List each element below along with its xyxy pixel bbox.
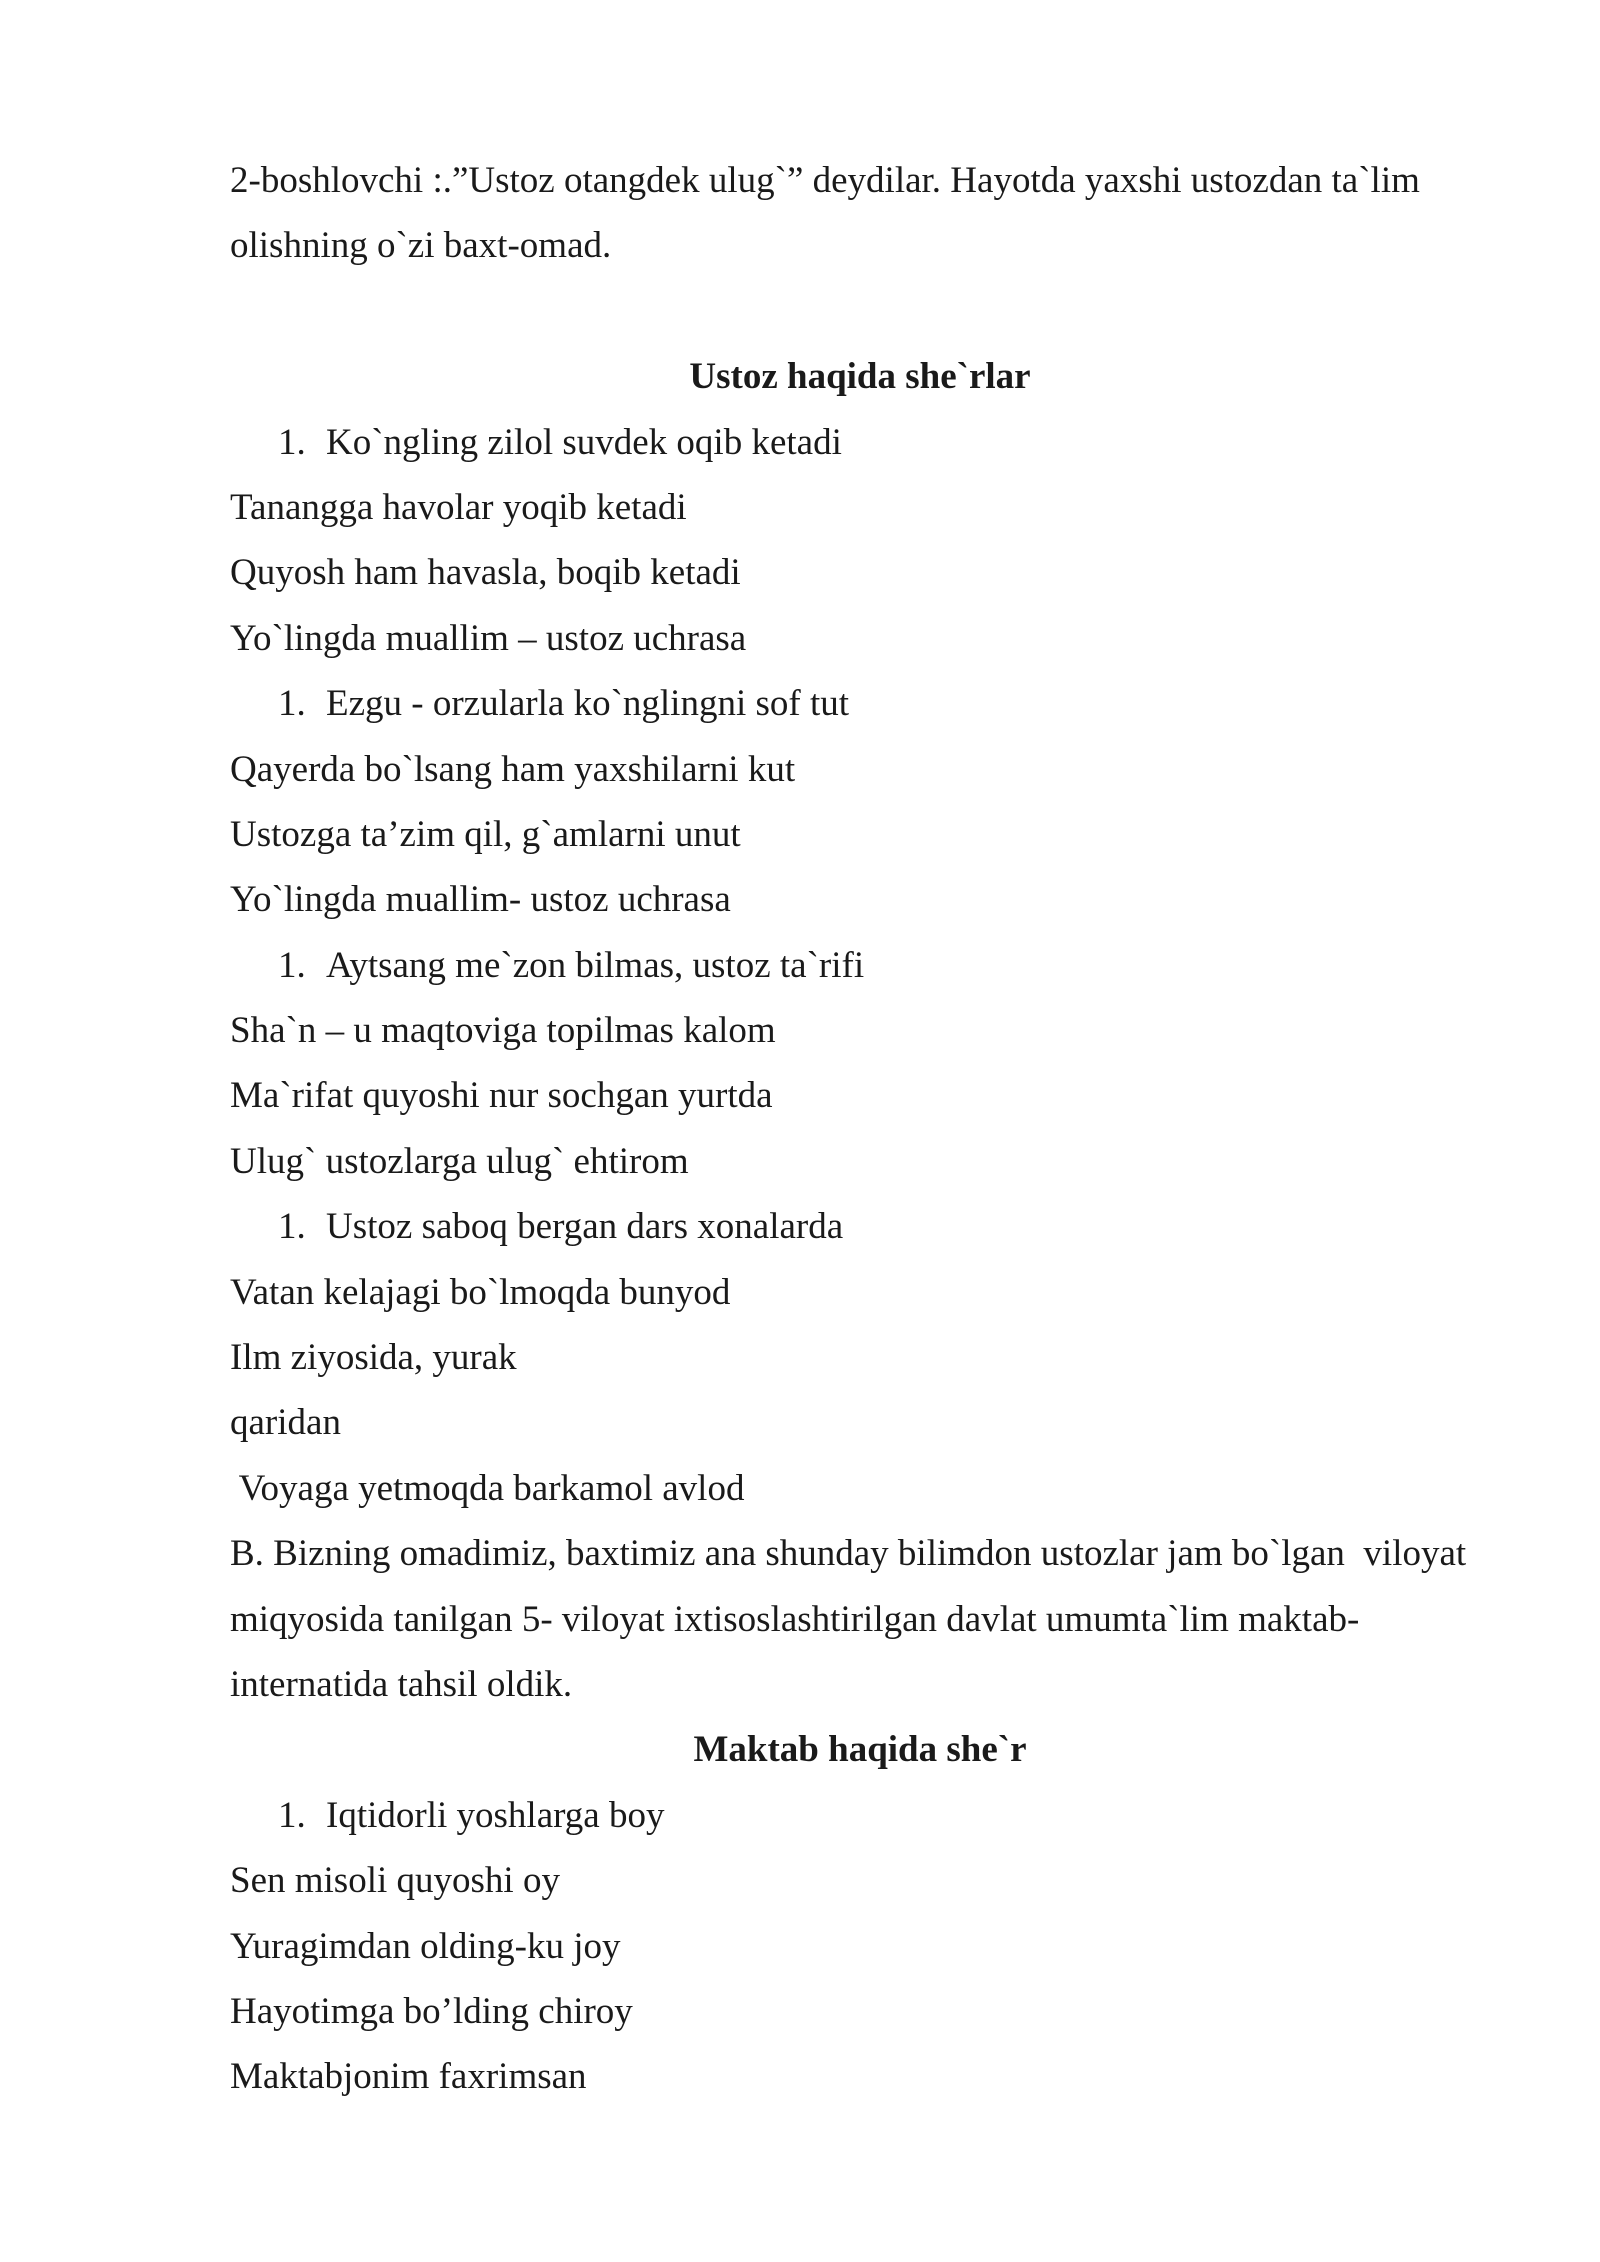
verse-line: Ma`rifat quyoshi nur sochgan yurtda xyxy=(230,1075,773,1117)
verse-line: Ilm ziyosida, yurak xyxy=(230,1337,517,1379)
stanza-4-first-line xyxy=(230,1194,1510,1259)
verse-line: Sha`n – u maqtoviga topilmas kalom xyxy=(230,1010,776,1052)
verse-line: Sen misoli quyoshi oy xyxy=(230,1860,560,1902)
list-number: 1. xyxy=(278,1794,306,1836)
verse-line: Maktabjonim faxrimsan xyxy=(230,2056,587,2098)
verse-line: Aytsang me`zon bilmas, ustoz ta`rifi xyxy=(326,944,865,986)
verse-line: Yuragimdan olding-ku joy xyxy=(230,1925,621,1967)
verse-line: Ezgu - orzularla ko`nglingni sof tut xyxy=(326,683,850,725)
verse-line: Tanangga havolar yoqib ketadi xyxy=(230,486,687,528)
verse-line: Yo`lingda muallim – ustoz uchrasa xyxy=(230,617,747,659)
stanza-2-first-line xyxy=(230,671,1510,736)
document-body xyxy=(230,148,1510,2110)
intro-line-2: olishning o`zi baxt-omad. xyxy=(230,225,612,267)
school-stanza-first-line xyxy=(230,1783,1510,1848)
verse-line: Ko`ngling zilol suvdek oqib ketadi xyxy=(326,421,842,463)
paragraph-b-line-3: internatida tahsil oldik. xyxy=(230,1663,573,1705)
verse-line: Yo`lingda muallim- ustoz uchrasa xyxy=(230,879,731,921)
list-number: 1. xyxy=(278,944,306,986)
stanza-3-first-line xyxy=(230,933,1510,998)
verse-line: Ustoz saboq bergan dars xonalarda xyxy=(326,1206,844,1248)
verse-line: Qayerda bo`lsang ham yaxshilarni kut xyxy=(230,748,796,790)
list-number: 1. xyxy=(278,683,306,725)
verse-line: Iqtidorli yoshlarga boy xyxy=(326,1794,665,1836)
paragraph-b-line-1: B. Bizning omadimiz, baxtimiz ana shunday bilimdon ustozlar jam bo`lgan viloyat xyxy=(230,1533,1467,1575)
verse-line: qaridan xyxy=(230,1402,341,1444)
verse-line: Hayotimga bo’lding chiroy xyxy=(230,1990,633,2032)
verse-line: Quyosh ham havasla, boqib ketadi xyxy=(230,552,741,594)
stanza-1-first-line xyxy=(230,410,1510,475)
list-number: 1. xyxy=(278,1206,306,1248)
section-title-school-poem: Maktab haqida she`r xyxy=(693,1729,1027,1771)
paragraph-b-line-2: miqyosida tanilgan 5- viloyat ixtisoslashtirilgan davlat umumta`lim maktab- xyxy=(230,1598,1360,1640)
intro-line-1: 2-boshlovchi :.”Ustoz otangdek ulug`” deydilar. Hayotda yaxshi ustozdan ta`lim xyxy=(230,160,1420,201)
blank-line xyxy=(230,279,1510,344)
list-number: 1. xyxy=(278,421,306,463)
verse-line: Vatan kelajagi bo`lmoqda bunyod xyxy=(230,1271,731,1313)
section-title-teacher-poems: Ustoz haqida she`rlar xyxy=(689,356,1031,398)
verse-line: Ulug` ustozlarga ulug` ehtirom xyxy=(230,1140,689,1182)
verse-line: Ustozga ta’zim qil, g`amlarni unut xyxy=(230,813,741,855)
verse-line: Voyaga yetmoqda barkamol avlod xyxy=(230,1467,745,1509)
